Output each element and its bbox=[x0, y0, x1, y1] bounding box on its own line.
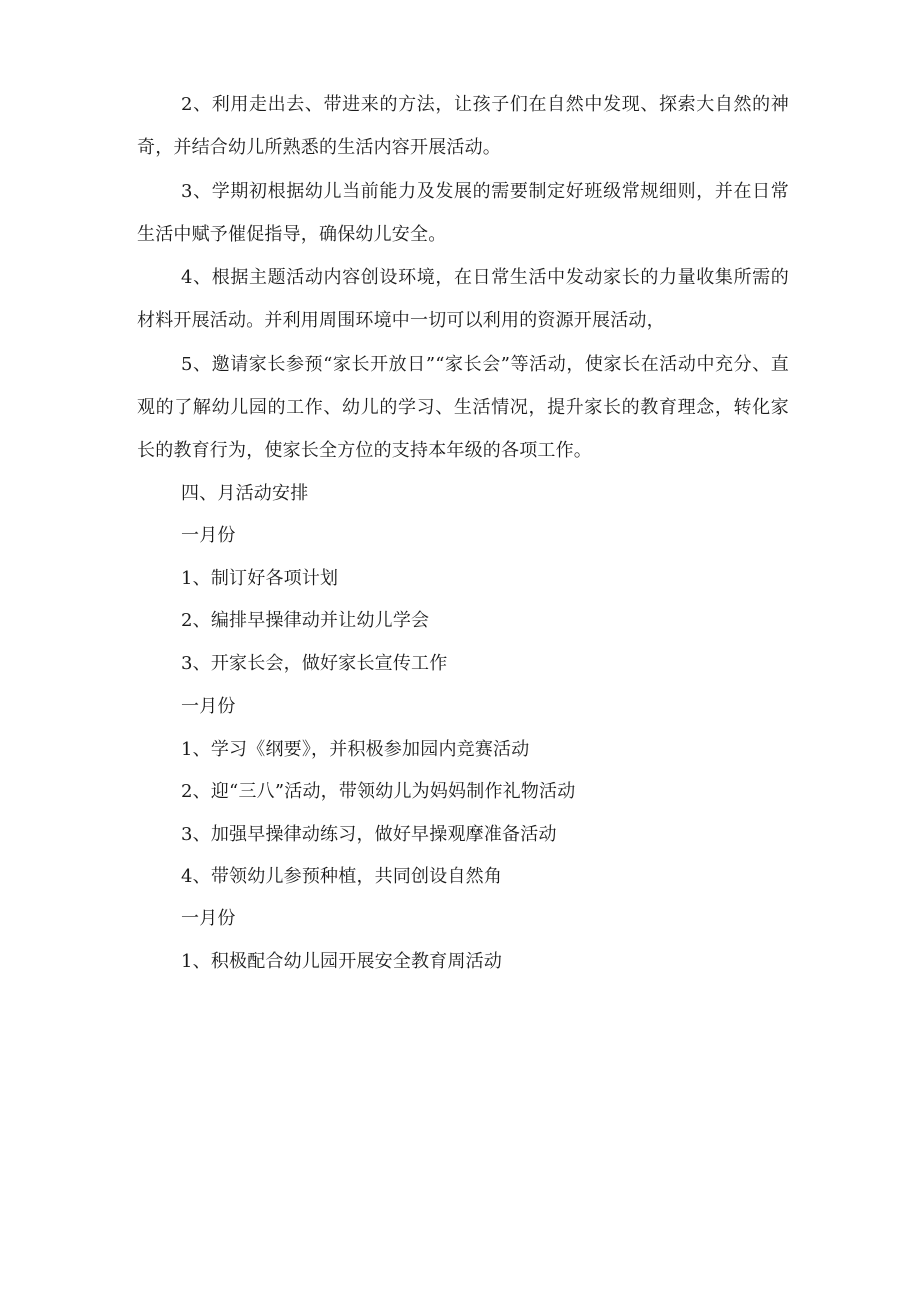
month-title: 一月份 bbox=[181, 696, 236, 717]
list-item: 1、制订好各项计划 bbox=[181, 568, 339, 589]
paragraph-2: 2、利用走出去、带进来的方法，让孩子们在自然中发现、探索大自然的神奇，并结合幼儿所熟悉的生活内容开展活动。 bbox=[137, 94, 789, 158]
list-item: 3、开家长会，做好家长宣传工作 bbox=[181, 653, 448, 674]
section-heading: 四、月活动安排 bbox=[181, 483, 309, 504]
list-item: 3、加强早操律动练习，做好早操观摩准备活动 bbox=[181, 824, 557, 845]
paragraph-4: 4、根据主题活动内容创设环境，在日常生活中发动家长的力量收集所需的材料开展活动。并利用周围环境中一切可以利用的资源开展活动， bbox=[137, 267, 789, 331]
month-title: 一月份 bbox=[181, 525, 236, 546]
paragraph-3: 3、学期初根据幼儿当前能力及发展的需要制定好班级常规细则，并在日常生活中赋予催促指导，确保幼儿安全。 bbox=[137, 181, 789, 245]
list-item: 1、学习《纲要》，并积极参加园内竞赛活动 bbox=[181, 739, 530, 760]
list-item: 1、积极配合幼儿园开展安全教育周活动 bbox=[181, 951, 503, 972]
list-item: 4、带领幼儿参预种植，共同创设自然角 bbox=[181, 866, 503, 887]
list-item: 2、迎“三八”活动，带领幼儿为妈妈制作礼物活动 bbox=[181, 781, 576, 802]
paragraph-5: 5、邀请家长参预“家长开放日”“家长会”等活动，使家长在活动中充分、直观的了解幼儿园的工作、幼儿的学习、生活情况，提升家长的教育理念，转化家长的教育行为，使家长全方位的支持本年级的各项工作。 bbox=[137, 354, 789, 461]
month-title: 一月份 bbox=[181, 908, 236, 929]
list-item: 2、编排早操律动并让幼儿学会 bbox=[181, 610, 430, 631]
